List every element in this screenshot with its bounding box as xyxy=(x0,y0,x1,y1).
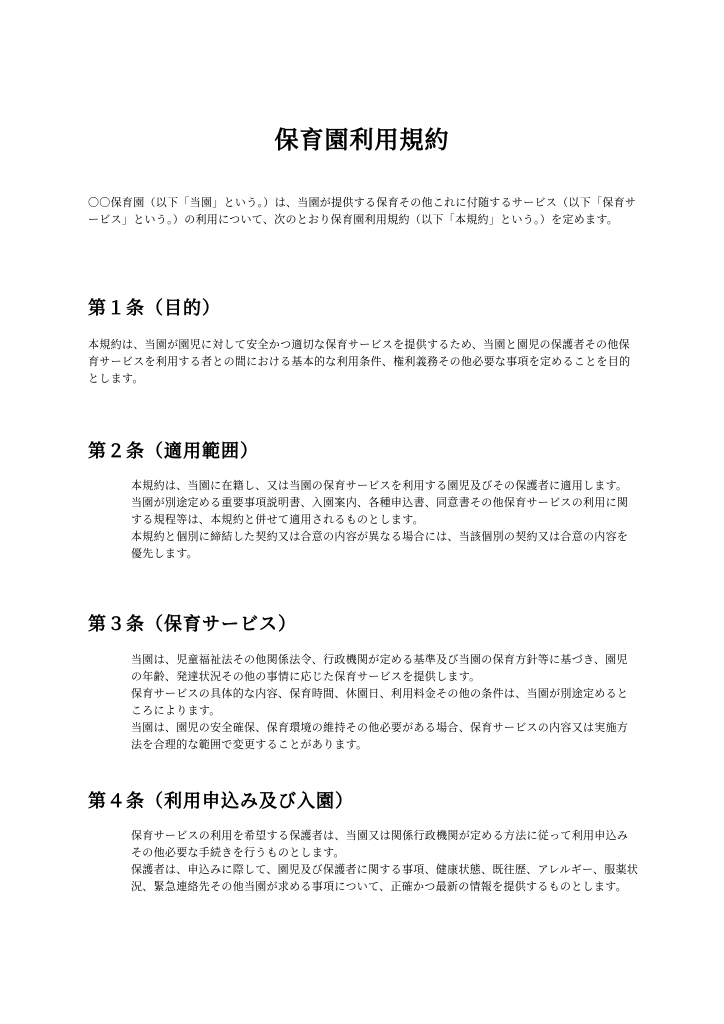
section-4-paragraph-1: 保育サービスの利用を希望する保護者は、当園又は関係行政機関が定める方法に従って利用申込みその他必要な手続きを行うものとします。 xyxy=(131,829,629,859)
section-2-paragraph-2: 当園が別途定める重要事項説明書、入園案内、各種申込書、同意書その他保育サービスの利用に関する規程等は、本規約と併せて適用されるものとします。 xyxy=(131,496,629,526)
section-3-paragraph-1: 当園は、児童福祉法その他関係法令、行政機関が定める基準及び当園の保育方針等に基づき、園児の年齢、発達状況その他の事情に応じた保育サービスを提供します。 xyxy=(131,653,628,683)
section-4-heading: 第４条（利用申込み及び入園） xyxy=(88,791,354,812)
section-3-heading: 第３条（保育サービス） xyxy=(88,614,297,635)
section-1-heading: 第１条（目的） xyxy=(88,298,221,319)
document-title: 保育園利用規約 xyxy=(274,126,450,154)
section-2-body xyxy=(131,477,639,562)
section-4-body xyxy=(131,827,639,895)
section-2-paragraph-3: 本規約と個別に締結した契約又は合意の内容が異なる場合には、当該個別の契約又は合意の内容を優先します。 xyxy=(131,530,629,560)
section-3-body xyxy=(131,651,639,753)
section-3-paragraph-3: 当園は、園児の安全確保、保育環境の維持その他必要がある場合、保育サービスの内容又は実施方法を合理的な範囲で変更することがあります。 xyxy=(131,721,629,751)
section-4-paragraph-2: 保護者は、申込みに際して、園児及び保護者に関する事項、健康状態、既往歴、アレルギー、服薬状況、緊急連絡先その他当園が求める事項について、正確かつ最新の情報を提供するものとします。 xyxy=(131,863,639,893)
section-2-paragraph-1: 本規約は、当園に在籍し、又は当園の保育サービスを利用する園児及びその保護者に適用します。 xyxy=(131,479,628,492)
section-1-paragraph-1: 本規約は、当園が園児に対して安全かつ適切な保育サービスを提供するため、当園と園児の保護者その他保育サービスを利用する者との間における基本的な利用条件、権利義務その他必要な事項を定めることを目的とします。 xyxy=(88,338,631,385)
section-2-heading: 第２条（適用範囲） xyxy=(88,441,259,462)
section-3-paragraph-2: 保育サービスの具体的な内容、保育時間、休園日、利用料金その他の条件は、当園が別途定めるところによります。 xyxy=(131,687,629,717)
section-1-body xyxy=(88,336,638,387)
intro-paragraph: 〇〇保育園（以下「当園」という。）は、当園が提供する保育その他これに付随するサービス（以下「保育サービス」という。）の利用について、次のとおり保育園利用規約（以下「本規約」という。）を定めます。 xyxy=(88,196,637,226)
